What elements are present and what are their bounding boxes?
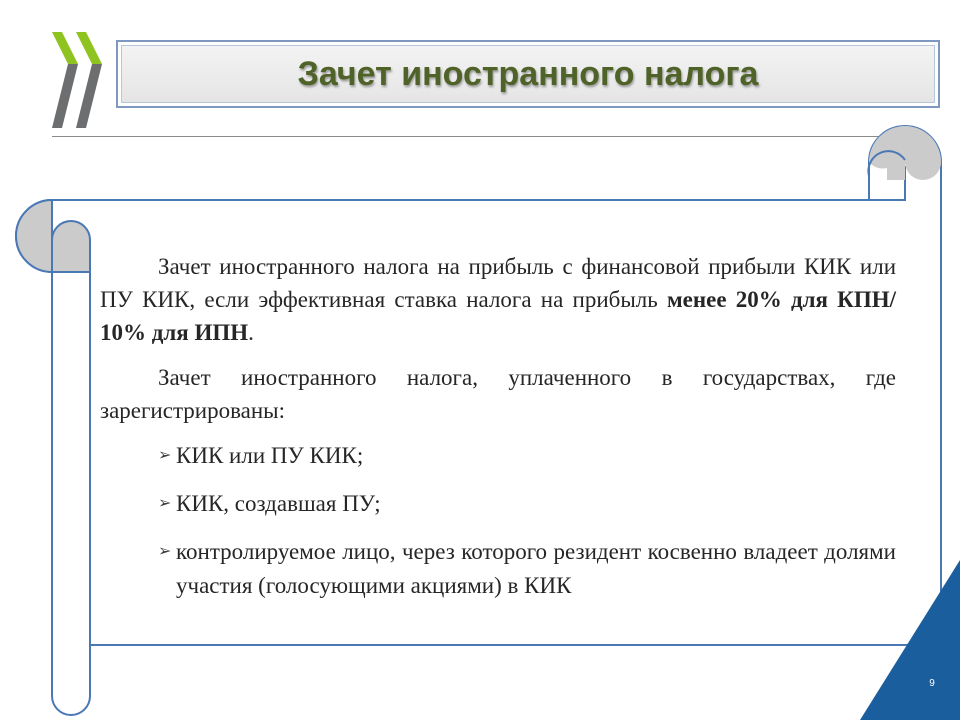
- bullet-item: [158, 535, 896, 603]
- slide-title: Зачет иностранного налога: [297, 54, 759, 93]
- paragraph-2: Зачет иностранного налога, уплаченного в государствах, где зарегистрированы:: [100, 365, 896, 423]
- paragraph-1: [100, 250, 896, 349]
- bullet-text: КИК или ПУ КИК;: [176, 443, 364, 468]
- arrow-bullet-icon: ➢: [158, 495, 172, 512]
- paragraph-1-text: Зачет иностранного налога на прибыль с финансовой прибыли КИК или ПУ КИК, если эффективная ставка налога на прибыль: [100, 254, 896, 312]
- arrow-bullet-icon: ➢: [158, 543, 172, 560]
- paragraph-1-bold: менее 20% для КПН/ 10% для ИПН: [100, 287, 897, 345]
- bullet-text: контролируемое лицо, через которого резидент косвенно владеет долями участия (голосующими акциями) в КИК: [176, 539, 896, 598]
- page-number: 9: [929, 678, 935, 689]
- arrow-bullet-icon: ➢: [158, 447, 172, 464]
- slide-body: [100, 250, 896, 617]
- paragraph-1-end: .: [248, 320, 254, 345]
- bullet-item: [158, 439, 896, 473]
- bullet-text: КИК, создавшая ПУ;: [176, 491, 381, 516]
- bullet-item: [158, 487, 896, 521]
